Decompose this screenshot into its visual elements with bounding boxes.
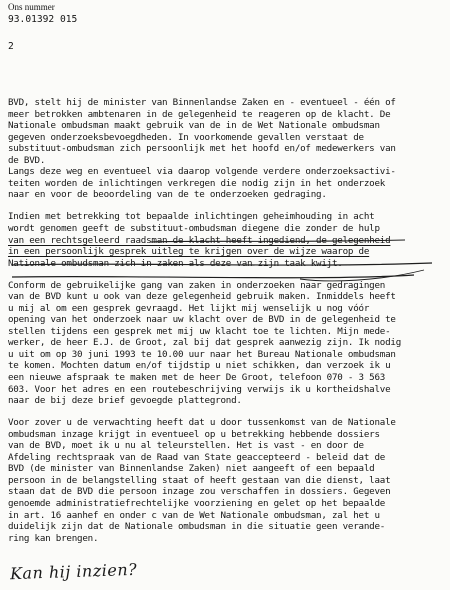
text-line: substituut-ombudsman zich persoonlijk met het hoofd en/of medewerkers van [8, 143, 396, 155]
underlined-text-line: van een rechtsgeleerd raadsman de klacht heeft ingediend, de gelegenheid [8, 234, 391, 246]
paragraph-1 [8, 97, 444, 201]
reference-number: 93.01392 015 [8, 14, 78, 25]
text-line: te komen. Mochten datum en/of tijdstip u niet schikken, dan verzoek ik u [8, 360, 391, 372]
reference-label: Ons nummer [8, 2, 55, 12]
text-line: ring kan brengen. [8, 532, 99, 544]
underlined-text-line: in een persoonlijk gesprek uitleg te krijgen over de wijze waarop de [8, 246, 370, 258]
paragraph-4 [8, 417, 444, 544]
text-line: BVD (de minister van Binnenlandse Zaken) niet aangeeft of een bepaald [8, 463, 375, 475]
paragraph-3 [8, 280, 444, 407]
text-line: Indien met betrekking tot bepaalde inlichtingen geheimhouding in acht [8, 211, 375, 223]
text-line: Nationale ombudsman maakt gebruik van de in de Wet Nationale ombudsman [8, 120, 380, 132]
text-line: werker, de heer E.J. de Groot, zal bij dat gesprek aanwezig zijn. Ik nodig [8, 337, 402, 349]
text-line: wordt genomen geeft de substituut-ombudsman diegene die zonder de hulp [8, 222, 380, 234]
text-line: duidelijk zijn dat de Nationale ombudsman in die situatie geen verande- [8, 521, 386, 533]
letter-body [8, 97, 444, 555]
handwritten-note: Kan hij inzien? [9, 559, 138, 584]
text-line: BVD, stelt hij de minister van Binnenlandse Zaken en - eventueel - één of [8, 97, 396, 108]
paragraph-2 [8, 211, 444, 269]
page-number: 2 [8, 41, 14, 52]
text-line: de BVD. [8, 154, 46, 166]
text-line: een nieuwe afspraak te maken met de heer De Groot, telefoon 070 - 3 563 [8, 372, 386, 384]
text-line: stellen tijdens een gesprek met mij uw klacht toe te lichten. Mijn mede- [8, 325, 391, 337]
text-line: opening van het onderzoek naar uw klacht over de BVD in de gelegenheid te [8, 314, 396, 326]
text-line: naar de bij deze brief gevoegde plattegrond. [8, 395, 242, 407]
text-line: meer betrokken ambtenaren in de gelegenheid te reageren op de klacht. De [8, 108, 391, 120]
text-line: in art. 16 aanhef en onder c van de Wet Nationale ombudsman, zal het u [8, 509, 380, 521]
text-line: van de BVD, moet ik u nu al teleurstellen. Het is vast - en door de [8, 440, 364, 452]
text-line: u mij al om een gesprek gevraagd. Het lijkt mij wenselijk u nog vóór [8, 302, 370, 314]
text-line: van de BVD kunt u ook van deze gelegenheid gebruik maken. Inmiddels heeft [8, 291, 396, 303]
text-line: Afdeling rechtspraak van de Raad van State geaccepteerd - beleid dat de [8, 451, 386, 463]
text-line: genoemde administratiefrechtelijke voorziening en gelet op het bepaalde [8, 498, 386, 509]
text-line: u uit om op 30 juni 1993 te 10.00 uur naar het Bureau Nationale ombudsman [8, 348, 396, 360]
text-line: teiten worden de inlichtingen verkregen die nodig zijn in het onderzoek [8, 177, 386, 189]
text-line: 603. Voor het adres en een routebeschrijving verwijs ik u kortheidshalve [8, 383, 391, 395]
text-line: naar en voor de beoordeling van de te onderzoeken gedraging. [8, 189, 327, 201]
text-line: Nationale ombudsman zich in zaken als deze van zijn taak kwijt. [8, 257, 343, 269]
text-line: Langs deze weg en eventueel via daarop volgende verdere onderzoeksactivi- [8, 166, 396, 178]
letter-header [8, 2, 77, 53]
text-line: Voor zover u de verwachting heeft dat u door tussenkomst van de Nationale [8, 417, 396, 429]
text-line: gegeven onderzoeksbevoegdheden. In voorkomende gevallen verstaat de [8, 131, 364, 143]
text-line: staan dat de BVD die persoon inzage zou verschaffen in dossiers. Gegeven [8, 486, 391, 498]
text-line: ombudsman inzage krijgt in eventueel op u betrekking hebbende dossiers [8, 428, 380, 440]
text-line: persoon in de belangstelling staat of heeft gestaan van die dienst, laat [8, 474, 391, 486]
text-line: Conform de gebruikelijke gang van zaken in onderzoeken naar gedragingen [8, 279, 386, 291]
